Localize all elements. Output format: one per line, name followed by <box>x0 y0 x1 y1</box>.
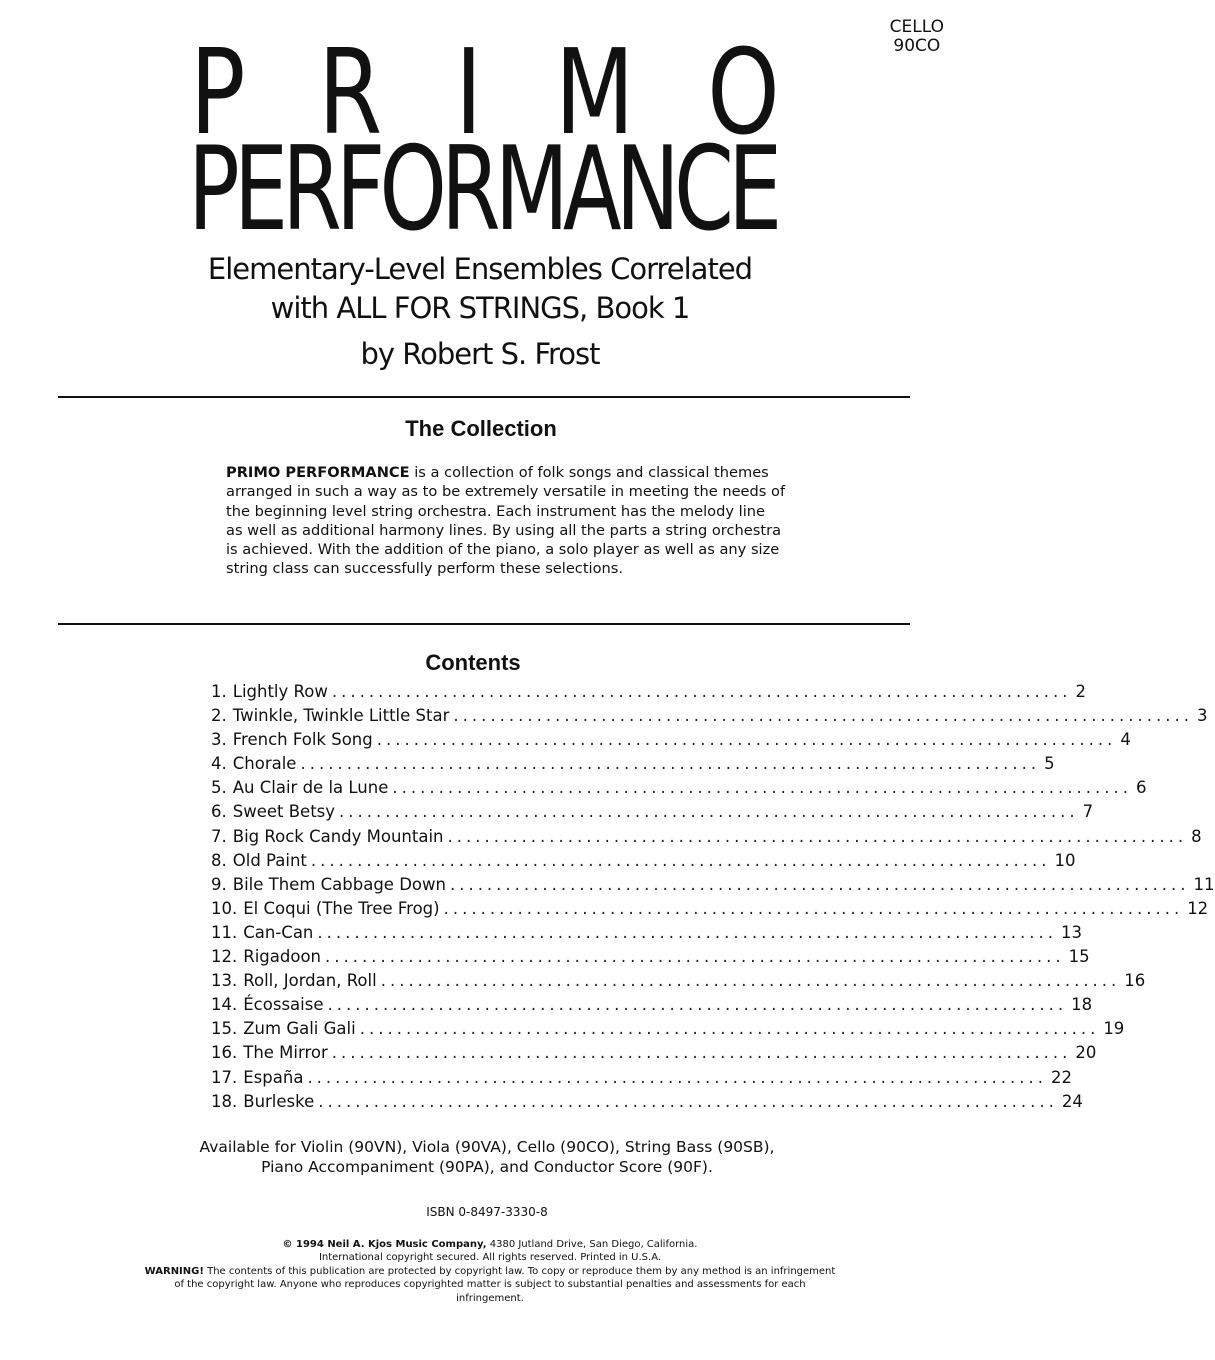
contents-item <box>211 897 1209 921</box>
contents-item <box>211 680 1086 704</box>
contents-item-title: Roll, Jordan, Roll <box>243 971 377 991</box>
dot-leader: ................................................................................ <box>339 802 1079 822</box>
dot-leader: ................................................................................ <box>392 778 1132 798</box>
contents-item-number: 18. <box>211 1091 238 1111</box>
contents-item-number: 3. <box>211 730 227 750</box>
contents-item-page: 8 <box>1191 826 1202 846</box>
contents-item-page: 16 <box>1124 971 1146 991</box>
contents-item-title: Sweet Betsy <box>232 802 336 822</box>
contents-item <box>211 849 1076 873</box>
contents-item-title: Chorale <box>232 754 297 774</box>
publisher-name: Neil A. Kjos Music Company, <box>327 1239 487 1250</box>
collection-lead: PRIMO PERFORMANCE <box>226 464 410 481</box>
contents-item <box>211 945 1090 969</box>
collection-description <box>226 463 786 579</box>
contents-item-number: 10. <box>211 898 238 918</box>
edition-label <box>890 18 944 56</box>
warning-label: WARNING! <box>144 1265 204 1277</box>
dot-leader: ................................................................................ <box>310 850 1051 870</box>
contents-item-number: 4. <box>211 754 227 774</box>
collection-body: is a collection of folk songs and classical themes arranged in such a way as to be extremely versatile in meeting the needs of the beginning level string orchestra. Each instrument has the melody line as well as additional harmony lines. By using all the parts a string orchestra is achieved. With the addition of the piano, a solo player as well as any size string class can successfully perform these selections. <box>226 464 786 578</box>
title-letter: I <box>455 23 483 161</box>
edition-instrument: CELLO <box>889 17 944 37</box>
contents-item-title: España <box>243 1067 304 1087</box>
contents-item-title: Old Paint <box>232 850 307 870</box>
dot-leader: ................................................................................ <box>300 754 1041 774</box>
divider <box>58 396 910 398</box>
collection-heading: The Collection <box>405 416 557 441</box>
copyright-prefix: © 1994 <box>282 1239 328 1250</box>
rights-line: International copyright secured. All rights reserved. Printed in U.S.A. <box>318 1252 662 1264</box>
contents-item <box>211 776 1147 800</box>
warning-block <box>140 1265 840 1305</box>
contents-item-page: 3 <box>1196 706 1208 726</box>
subtitle-line2: with ALL FOR STRINGS, Book 1 <box>270 291 690 325</box>
dot-leader: ................................................................................ <box>376 730 1117 750</box>
contents-item <box>211 1041 1097 1065</box>
edition-code: 90CO <box>893 36 941 56</box>
contents-item-page: 7 <box>1082 802 1094 822</box>
dot-leader: ................................................................................ <box>317 922 1057 942</box>
contents-item-page: 18 <box>1071 995 1093 1015</box>
contents-item <box>211 825 1202 849</box>
divider <box>58 623 910 625</box>
contents-item <box>211 993 1093 1017</box>
publisher-address: 4380 Jutland Drive, San Diego, California. <box>486 1239 698 1250</box>
warning-text: The contents of this publication are protected by copyright law. To copy or reproduce them by any method is an infringement of the copyright law. Anyone who reproduces copyrighted matter is subject to substantial penalties and assessments for each infringement. <box>174 1265 836 1304</box>
title-letter: P <box>190 23 246 161</box>
contents-item-title: Burleske <box>243 1091 315 1111</box>
contents-item-number: 5. <box>211 778 227 798</box>
contents-item <box>211 800 1094 824</box>
contents-item-title: Au Clair de la Lune <box>232 778 389 798</box>
contents-item-number: 15. <box>211 1019 238 1039</box>
contents-item-number: 12. <box>211 947 238 967</box>
contents-item-page: 24 <box>1061 1091 1083 1111</box>
contents-item-page: 13 <box>1060 922 1082 942</box>
subtitle-line1: Elementary-Level Ensembles Correlated <box>207 252 753 286</box>
legal-notice <box>140 1238 840 1305</box>
contents-item-page: 2 <box>1075 682 1086 701</box>
contents-item-title: French Folk Song <box>232 730 373 750</box>
dot-leader: ................................................................................ <box>307 1067 1048 1087</box>
availability-line1: Available for Violin (90VN), Viola (90VA), Cello (90CO), String Bass (90SB), <box>199 1138 775 1156</box>
contents-item-page: 22 <box>1051 1067 1073 1087</box>
contents-item-page: 19 <box>1103 1019 1125 1039</box>
contents-item-number: 2. <box>211 706 227 726</box>
dot-leader: ................................................................................ <box>453 706 1193 726</box>
contents-item-page: 11 <box>1193 874 1215 894</box>
contents-item <box>211 1090 1083 1114</box>
contents-item-title: Rigadoon <box>243 947 322 967</box>
contents-item <box>211 873 1215 897</box>
isbn: ISBN 0-8497-3330-8 <box>426 1205 548 1219</box>
contents-item-page: 6 <box>1135 778 1147 798</box>
contents-item <box>211 728 1131 752</box>
contents-item <box>211 921 1082 945</box>
contents-item-title: Bile Them Cabbage Down <box>232 874 446 894</box>
title-letter: M <box>555 23 635 161</box>
contents-heading: Contents <box>425 650 521 675</box>
contents-item-number: 13. <box>211 971 238 991</box>
contents-item-number: 14. <box>211 995 238 1015</box>
availability-note <box>150 1137 824 1177</box>
title-letter: O <box>707 23 780 161</box>
dot-leader: ................................................................................ <box>380 971 1121 991</box>
contents-item-page: 4 <box>1120 730 1131 750</box>
dot-leader: ................................................................................ <box>449 874 1190 894</box>
contents-item-title: The Mirror <box>243 1043 328 1063</box>
dot-leader: ................................................................................ <box>327 995 1068 1015</box>
title-letter: R <box>318 23 383 161</box>
contents-item <box>211 752 1055 776</box>
contents-item-title: Lightly Row <box>232 682 328 701</box>
dot-leader: ................................................................................ <box>443 898 1184 918</box>
contents-item-title: Twinkle, Twinkle Little Star <box>232 706 450 726</box>
dot-leader: ................................................................................ <box>325 947 1065 967</box>
contents-item <box>211 969 1146 993</box>
copyright-line <box>140 1238 840 1251</box>
contents-item-title: Big Rock Candy Mountain <box>232 826 444 846</box>
contents-item-number: 8. <box>211 850 227 870</box>
contents-item-number: 9. <box>211 874 227 894</box>
contents-list <box>211 680 1215 1114</box>
contents-item-page: 5 <box>1044 754 1055 774</box>
contents-item-title: Can-Can <box>243 922 314 942</box>
contents-item-number: 16. <box>211 1043 238 1063</box>
contents-item-title: Écossaise <box>243 995 324 1015</box>
contents-item-page: 15 <box>1068 947 1090 967</box>
contents-item-number: 17. <box>211 1067 238 1087</box>
contents-item-number: 11. <box>211 922 238 942</box>
contents-item-title: Zum Gali Gali <box>243 1019 356 1039</box>
dot-leader: ................................................................................ <box>447 826 1188 846</box>
contents-item-number: 7. <box>211 826 227 846</box>
contents-item-number: 1. <box>211 682 227 701</box>
contents-item-title: El Coqui (The Tree Frog) <box>243 898 440 918</box>
contents-item <box>211 1017 1125 1041</box>
contents-item-number: 6. <box>211 802 227 822</box>
byline: by Robert S. Frost <box>360 337 600 371</box>
dot-leader: ................................................................................ <box>359 1019 1100 1039</box>
contents-item-page: 10 <box>1054 850 1076 870</box>
contents-item <box>211 1066 1073 1090</box>
availability-line2: Piano Accompaniment (90PA), and Conductor Score (90F). <box>261 1158 713 1176</box>
dot-leader: ................................................................................ <box>318 1091 1058 1111</box>
dot-leader: ................................................................................ <box>331 1043 1072 1063</box>
contents-item <box>211 704 1208 728</box>
contents-item-page: 12 <box>1187 898 1209 918</box>
title-performance: PERFORMANCE <box>188 122 777 257</box>
dot-leader: ................................................................................ <box>331 682 1072 701</box>
contents-item-page: 20 <box>1075 1043 1097 1063</box>
